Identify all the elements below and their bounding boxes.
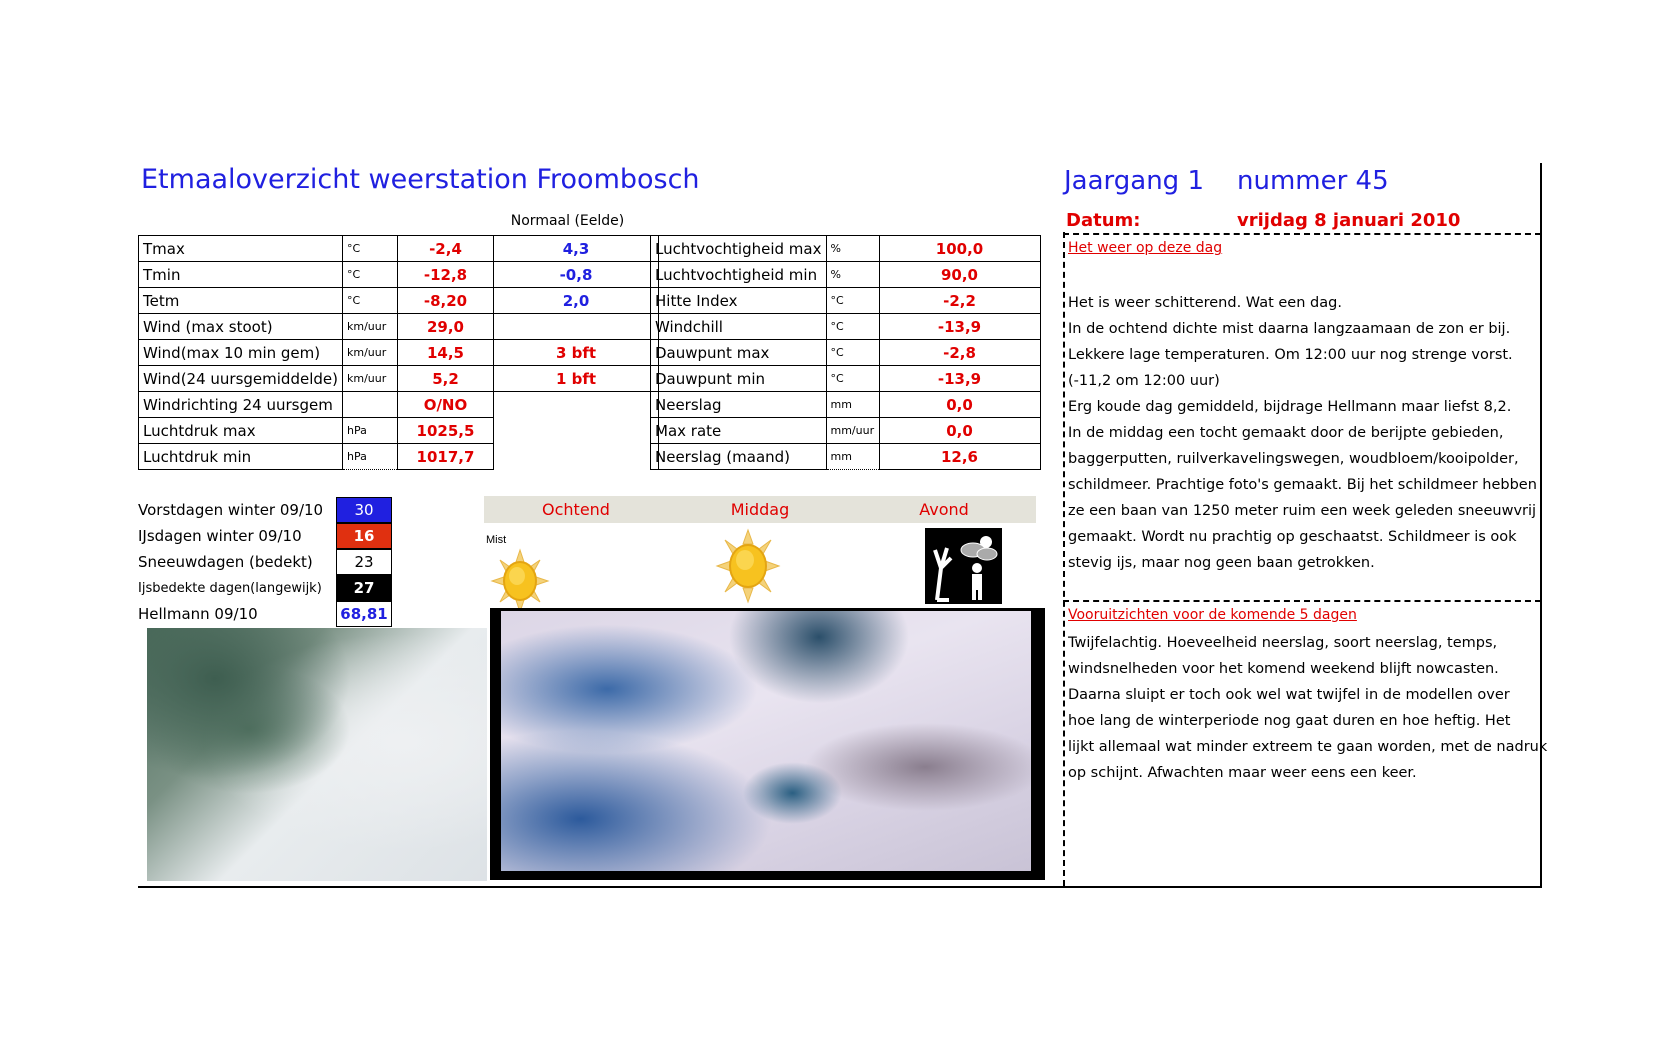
measure-label: Dauwpunt max xyxy=(651,340,827,366)
table-row xyxy=(139,262,659,288)
measure-value: -2,8 xyxy=(879,340,1040,366)
datum-value: vrijdag 8 januari 2010 xyxy=(1237,210,1461,231)
vooruitzichten-heading: Vooruitzichten voor de komende 5 dagen xyxy=(1068,607,1357,623)
measurements-table-right xyxy=(650,235,1041,470)
text-line: stevig ijs, maar nog geen baan getrokken. xyxy=(1068,555,1375,571)
measure-value: -8,20 xyxy=(397,288,493,314)
measure-value: O/NO xyxy=(397,392,493,418)
nummer-label: nummer 45 xyxy=(1237,166,1389,196)
measure-label: Luchtvochtigheid min xyxy=(651,262,827,288)
measure-unit: °C xyxy=(826,340,879,366)
text-line: (-11,2 om 12:00 uur) xyxy=(1068,373,1220,389)
table-row xyxy=(139,288,659,314)
frame-border-bottom xyxy=(138,886,1542,888)
satellite-image-netherlands xyxy=(147,628,487,881)
weer-vandaag-text xyxy=(1068,290,1537,576)
text-line: gemaakt. Wordt nu prachtig op geschaatst. Schildmeer is ook xyxy=(1068,529,1517,545)
text-line: hoe lang de winterperiode nog gaat duren en hoe heftig. Het xyxy=(1068,713,1511,729)
text-line: In de middag een tocht gemaakt door de berijpte gebieden, xyxy=(1068,425,1504,441)
normal-value: 1 bft xyxy=(493,366,658,392)
text-line: lijkt allemaal wat minder extreem te gaan worden, met de nadruk xyxy=(1068,739,1548,755)
stat-label: Vorstdagen winter 09/10 xyxy=(138,501,324,519)
text-line: windsnelheden voor het komend weekend blijft nowcasten. xyxy=(1068,661,1499,677)
measurements-table-left xyxy=(138,235,659,470)
mist-label: Mist xyxy=(486,534,507,546)
wind-tree-person-icon xyxy=(925,528,1002,604)
measure-unit: °C xyxy=(342,262,397,288)
dashed-divider-top xyxy=(1063,233,1541,235)
stat-label: IJsdagen winter 09/10 xyxy=(138,527,302,545)
measure-value: -2,2 xyxy=(879,288,1040,314)
table-row xyxy=(139,236,659,262)
normal-value: 4,3 xyxy=(493,236,658,262)
measure-label: Neerslag (maand) xyxy=(651,444,827,470)
normal-value: 3 bft xyxy=(493,340,658,366)
table-row xyxy=(651,392,1041,418)
table-row xyxy=(651,288,1041,314)
jaargang-label: Jaargang 1 xyxy=(1064,166,1204,196)
table-row xyxy=(139,340,659,366)
measure-label: Wind(24 uursgemiddelde) xyxy=(139,366,343,392)
period-avond: Avond xyxy=(919,500,969,519)
measure-unit: mm xyxy=(826,392,879,418)
text-line: Twijfelachtig. Hoeveelheid neerslag, soort neerslag, temps, xyxy=(1068,635,1498,651)
measure-value: 5,2 xyxy=(397,366,493,392)
text-line: In de ochtend dichte mist daarna langzaamaan de zon er bij. xyxy=(1068,321,1511,337)
measure-label: Dauwpunt min xyxy=(651,366,827,392)
text-line: Lekkere lage temperaturen. Om 12:00 uur nog strenge vorst. xyxy=(1068,347,1513,363)
stat-value: 30 xyxy=(336,497,392,523)
stat-value: 16 xyxy=(336,523,392,549)
measure-value: 0,0 xyxy=(879,392,1040,418)
measure-label: Wind(max 10 min gem) xyxy=(139,340,343,366)
page-title: Etmaaloverzicht weerstation Froombosch xyxy=(141,164,700,195)
measure-label: Hitte Index xyxy=(651,288,827,314)
measure-label: Wind (max stoot) xyxy=(139,314,343,340)
table-row xyxy=(651,366,1041,392)
measure-unit: km/uur xyxy=(342,366,397,392)
table-row xyxy=(139,418,659,444)
measure-unit: °C xyxy=(826,314,879,340)
table-row xyxy=(651,236,1041,262)
table-row xyxy=(651,418,1041,444)
measure-unit: °C xyxy=(826,288,879,314)
normal-value xyxy=(493,392,658,418)
measure-label: Luchtdruk min xyxy=(139,444,343,470)
measure-value: -13,9 xyxy=(879,314,1040,340)
satellite-image-europe xyxy=(490,608,1045,880)
table-row xyxy=(651,262,1041,288)
text-line: Het is weer schitterend. Wat een dag. xyxy=(1068,295,1342,311)
dashed-divider-middle xyxy=(1063,600,1541,602)
measure-value: -13,9 xyxy=(879,366,1040,392)
measure-value: 29,0 xyxy=(397,314,493,340)
stat-label: Hellmann 09/10 xyxy=(138,605,258,623)
measure-label: Tmin xyxy=(139,262,343,288)
normal-value: 2,0 xyxy=(493,288,658,314)
measure-label: Tetm xyxy=(139,288,343,314)
normaal-label: Normaal (Eelde) xyxy=(510,213,625,229)
period-bar xyxy=(484,496,1036,523)
measure-unit: °C xyxy=(342,236,397,262)
normal-value: -0,8 xyxy=(493,262,658,288)
winter-stats xyxy=(138,497,392,627)
table-row xyxy=(139,366,659,392)
normal-value xyxy=(493,418,658,444)
measure-value: -12,8 xyxy=(397,262,493,288)
table-row xyxy=(139,392,659,418)
measure-value: 1017,7 xyxy=(397,444,493,470)
measure-label: Luchtdruk max xyxy=(139,418,343,444)
measure-unit: % xyxy=(826,236,879,262)
measure-unit: hPa xyxy=(342,444,397,470)
measure-value: 1025,5 xyxy=(397,418,493,444)
measure-unit: hPa xyxy=(342,418,397,444)
text-line: Erg koude dag gemiddeld, bijdrage Hellmann maar liefst 8,2. xyxy=(1068,399,1512,415)
period-middag: Middag xyxy=(730,500,790,519)
stat-row xyxy=(138,549,392,575)
stat-label: Ijsbedekte dagen(langewijk) xyxy=(138,580,322,596)
stat-row xyxy=(138,523,392,549)
dashed-divider-vertical xyxy=(1063,232,1065,886)
text-line: schildmeer. Prachtige foto's gemaakt. Bij het schildmeer hebben xyxy=(1068,477,1537,493)
measure-value: -2,4 xyxy=(397,236,493,262)
measure-value: 90,0 xyxy=(879,262,1040,288)
measure-unit: % xyxy=(826,262,879,288)
weer-vandaag-heading: Het weer op deze dag xyxy=(1068,240,1223,256)
normal-value xyxy=(493,314,658,340)
text-line: baggerputten, ruilverkavelingswegen, woudbloem/kooipolder, xyxy=(1068,451,1519,467)
stat-value: 68,81 xyxy=(336,601,392,627)
text-line: ze een baan van 1250 meter ruim een week geleden sneeuwvrij xyxy=(1068,503,1537,519)
table-row xyxy=(651,444,1041,470)
measure-unit: km/uur xyxy=(342,340,397,366)
table-row xyxy=(139,314,659,340)
sun-icon xyxy=(715,528,781,604)
measure-unit: mm/uur xyxy=(826,418,879,444)
stat-row xyxy=(138,497,392,523)
stat-label: Sneeuwdagen (bedekt) xyxy=(138,553,313,571)
measure-unit: mm xyxy=(826,444,879,470)
measure-unit xyxy=(342,392,397,418)
measure-value: 12,6 xyxy=(879,444,1040,470)
measure-value: 14,5 xyxy=(397,340,493,366)
measure-label: Luchtvochtigheid max xyxy=(651,236,827,262)
stat-row xyxy=(138,575,392,601)
measure-value: 0,0 xyxy=(879,418,1040,444)
period-ochtend: Ochtend xyxy=(542,500,610,519)
normal-value xyxy=(493,444,658,470)
measure-value: 100,0 xyxy=(879,236,1040,262)
measure-label: Max rate xyxy=(651,418,827,444)
stat-value: 27 xyxy=(336,575,392,601)
measure-label: Tmax xyxy=(139,236,343,262)
measure-unit: °C xyxy=(826,366,879,392)
measure-unit: °C xyxy=(342,288,397,314)
table-row xyxy=(139,444,659,470)
measure-unit: km/uur xyxy=(342,314,397,340)
table-row xyxy=(651,340,1041,366)
stat-row xyxy=(138,601,392,627)
measure-label: Neerslag xyxy=(651,392,827,418)
text-line: Daarna sluipt er toch ook wel wat twijfel in de modellen over xyxy=(1068,687,1510,703)
vooruitzichten-text xyxy=(1068,630,1547,786)
text-line: op schijnt. Afwachten maar weer eens een keer. xyxy=(1068,765,1417,781)
datum-label: Datum: xyxy=(1066,210,1141,231)
stat-value: 23 xyxy=(336,549,392,575)
sun-icon xyxy=(490,548,550,614)
table-row xyxy=(651,314,1041,340)
measure-label: Windchill xyxy=(651,314,827,340)
measure-label: Windrichting 24 uursgem xyxy=(139,392,343,418)
